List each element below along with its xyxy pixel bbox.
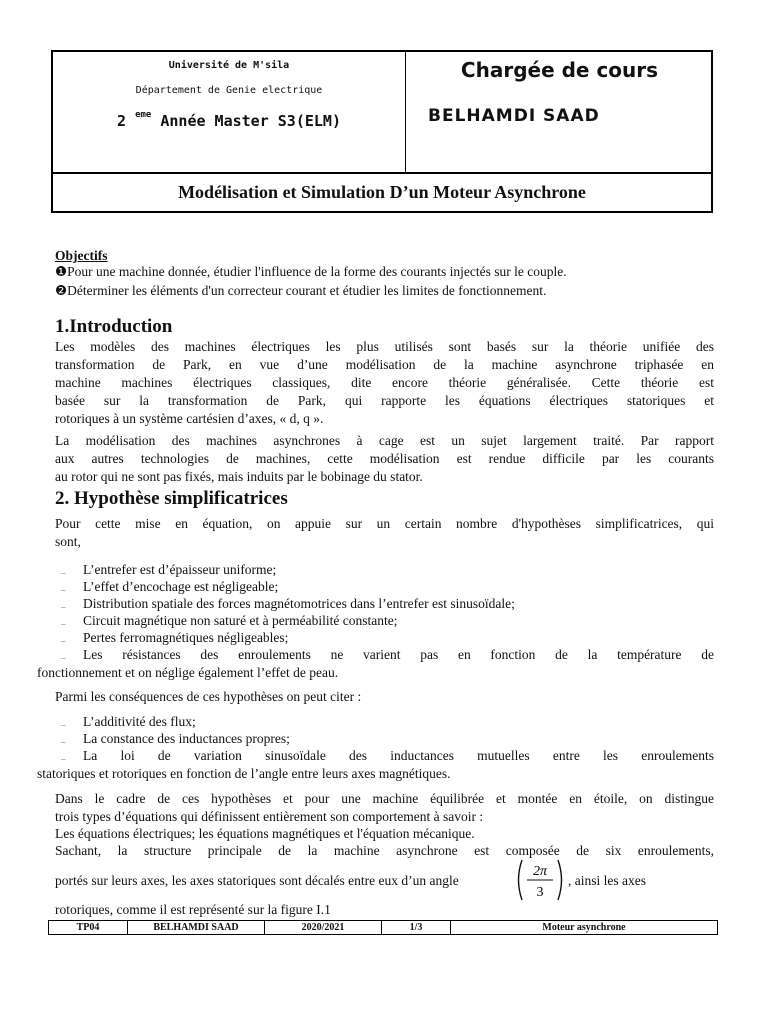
objectives-heading: Objectifs bbox=[55, 248, 108, 263]
header-box bbox=[51, 50, 713, 213]
objective-item: ❷Déterminer les éléments d'un correcteur courant et étudier les limites de fonctionnement. bbox=[55, 283, 547, 298]
list-bullet: – bbox=[61, 754, 66, 764]
paragraph-line: aux autres technologies de machines, cette modélisation est rendue difficile par les courants bbox=[55, 451, 714, 466]
header-divider-horizontal bbox=[53, 172, 711, 174]
paragraph-line: trois types d’équations qui définissent entièrement son comportement à savoir : bbox=[55, 809, 484, 824]
list-bullet: – bbox=[61, 653, 66, 663]
paragraph-line: Sachant, la structure principale de la machine asynchrone est composée de six enroulements, bbox=[55, 843, 714, 858]
list-bullet: – bbox=[61, 568, 66, 578]
paragraph-line: Dans le cadre de ces hypothèses et pour une machine équilibrée et montée en étoile, on distingue bbox=[55, 791, 714, 806]
list-item-continuation: statoriques et rotoriques en fonction de l’angle entre leurs axes magnétiques. bbox=[37, 766, 451, 781]
fraction-denominator: 3 bbox=[536, 885, 544, 900]
year-program: Année Master S3(ELM) bbox=[160, 112, 341, 130]
paragraph-line: basée sur la transformation de Park, qui rapporte les équations électriques statoriques et bbox=[55, 393, 714, 408]
section-heading-introduction: 1.Introduction bbox=[55, 316, 173, 337]
paragraph-line: transformation de Park, en vue d’une modélisation de la machine asynchrone triphasée en bbox=[55, 357, 714, 372]
list-bullet: – bbox=[61, 585, 66, 595]
list-bullet: – bbox=[61, 602, 66, 612]
document-title: Modélisation et Simulation D’un Moteur Asynchrone bbox=[178, 182, 586, 202]
section-heading-hypotheses: 2. Hypothèse simplificatrices bbox=[55, 488, 288, 509]
footer-cell-tp: TP04 bbox=[49, 921, 128, 934]
list-item: Les résistances des enroulements ne varient pas en fonction de la température de bbox=[83, 647, 714, 662]
list-item: La loi de variation sinusoïdale des inductances mutuelles entre les enroulements bbox=[83, 748, 714, 763]
list-bullet: – bbox=[61, 720, 66, 730]
list-item: Distribution spatiale des forces magnétomotrices dans l’entrefer est sinusoïdale; bbox=[83, 596, 515, 611]
list-item: L’additivité des flux; bbox=[83, 714, 196, 729]
paragraph-line: au rotor qui ne sont pas fixés, mais induits par le bobinage du stator. bbox=[55, 469, 423, 484]
paragraph-line: Les équations électriques; les équations magnétiques et l'équation mécanique. bbox=[55, 826, 475, 841]
right-paren bbox=[558, 860, 562, 900]
paragraph-line: rotoriques, comme il est représenté sur la figure I.1 bbox=[55, 902, 331, 917]
list-bullet: – bbox=[61, 737, 66, 747]
department-name: Département de Genie electrique bbox=[135, 85, 323, 96]
objective-item: ❶Pour une machine donnée, étudier l'influence de la forme des courants injectés sur le couple. bbox=[55, 264, 567, 279]
year-number: 2 bbox=[117, 112, 127, 130]
paragraph-line: Pour cette mise en équation, on appuie sur un certain nombre d'hypothèses simplificatrices, qui bbox=[55, 516, 714, 531]
paragraph-line: sont, bbox=[55, 534, 81, 549]
paragraph-line: , ainsi les axes bbox=[568, 873, 646, 888]
fraction-numerator: 2π bbox=[532, 864, 548, 879]
paragraph-line: machine machines électriques classiques, dite encore théorie généralisée. Cette théorie est bbox=[55, 375, 714, 390]
footer-cell-subject: Moteur asynchrone bbox=[542, 922, 626, 933]
list-item: L’entrefer est d’épaisseur uniforme; bbox=[83, 562, 277, 577]
university-name: Université de M'sila bbox=[168, 60, 290, 71]
charge-label: Chargée de cours bbox=[460, 58, 659, 82]
list-item-continuation: fonctionnement et on néglige également l’effet de peau. bbox=[37, 665, 339, 680]
paragraph-line: Parmi les conséquences de ces hypothèses on peut citer : bbox=[55, 689, 362, 704]
paragraph-line: portés sur leurs axes, les axes statoriques sont décalés entre eux d’un angle bbox=[55, 873, 459, 888]
year-superscript: eme bbox=[135, 110, 152, 120]
paragraph-line: rotoriques à un système cartésien d’axes, « d, q ». bbox=[55, 411, 324, 426]
list-bullet: – bbox=[61, 636, 66, 646]
angle-fraction bbox=[514, 858, 566, 902]
list-bullet: – bbox=[61, 619, 66, 629]
paragraph-line: Les modèles des machines électriques les plus utilisés sont basés sur la théorie unifiée des bbox=[55, 339, 714, 354]
teacher-name: BELHAMDI SAAD bbox=[428, 106, 600, 126]
list-item: Pertes ferromagnétiques négligeables; bbox=[83, 630, 289, 645]
footer-cell-page: 1/3 bbox=[382, 921, 451, 934]
list-item: Circuit magnétique non saturé et à perméabilité constante; bbox=[83, 613, 398, 628]
footer-table bbox=[48, 920, 718, 935]
list-item: La constance des inductances propres; bbox=[83, 731, 290, 746]
year-label bbox=[53, 112, 405, 130]
left-paren bbox=[519, 860, 523, 900]
paragraph-line: La modélisation des machines asynchrones à cage est un sujet largement traité. Par rapport bbox=[55, 433, 714, 448]
footer-cell-year: 2020/2021 bbox=[265, 921, 382, 934]
footer-cell-author: BELHAMDI SAAD bbox=[128, 921, 265, 934]
list-item: L’effet d’encochage est négligeable; bbox=[83, 579, 279, 594]
